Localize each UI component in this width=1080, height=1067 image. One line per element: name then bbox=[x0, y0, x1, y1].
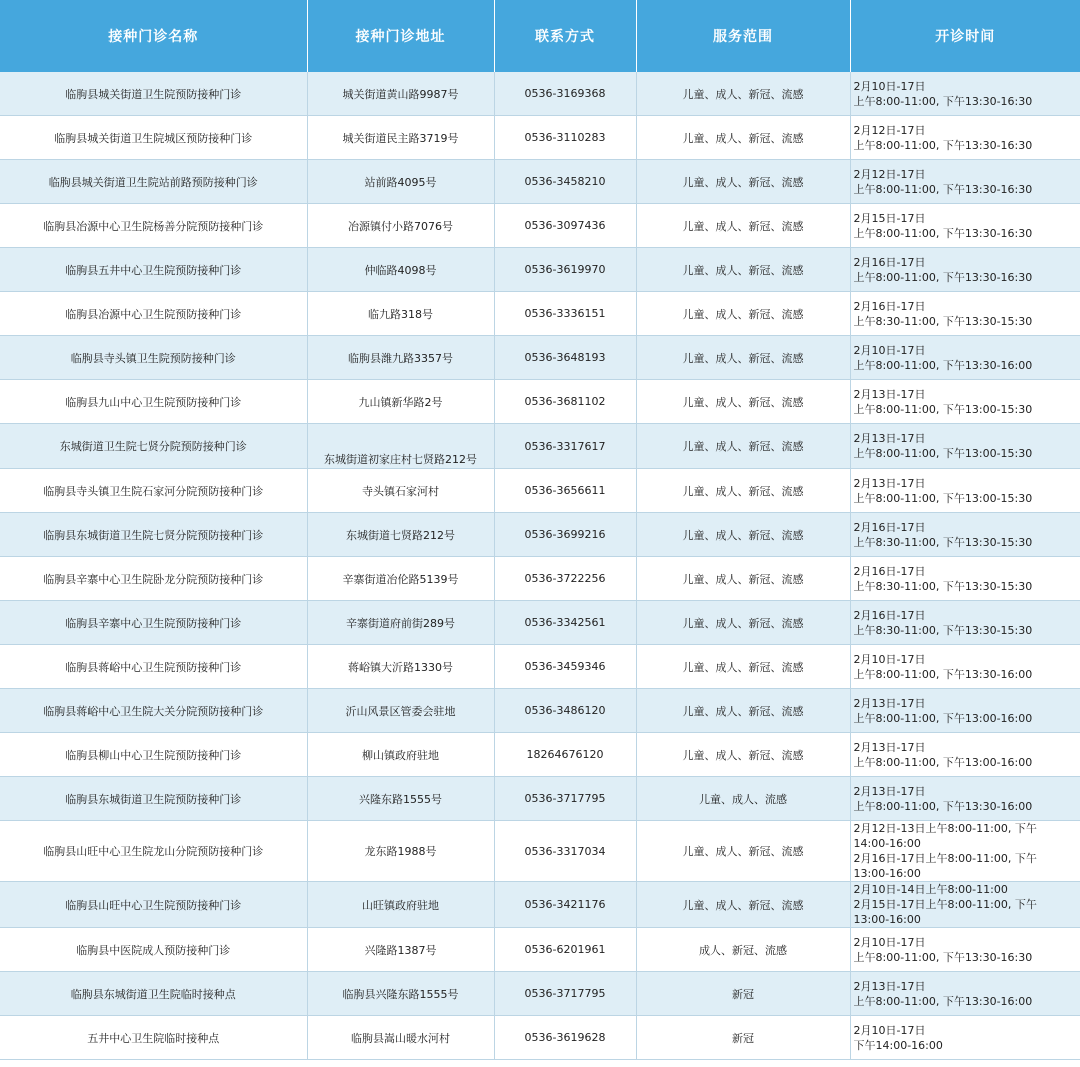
cell-name: 临朐县辛寨中心卫生院预防接种门诊 bbox=[0, 601, 307, 645]
cell-scope: 儿童、成人、新冠、流感 bbox=[636, 821, 850, 882]
cell-hours: 2月10日-17日 上午8:00-11:00, 下午13:30-16:30 bbox=[850, 928, 1080, 972]
cell-hours: 2月13日-17日 上午8:00-11:00, 下午13:30-16:00 bbox=[850, 777, 1080, 821]
cell-scope: 儿童、成人、新冠、流感 bbox=[636, 689, 850, 733]
cell-address: 蒋峪镇大沂路1330号 bbox=[307, 645, 494, 689]
cell-scope: 新冠 bbox=[636, 1016, 850, 1060]
cell-name: 临朐县山旺中心卫生院龙山分院预防接种门诊 bbox=[0, 821, 307, 882]
cell-address: 站前路4095号 bbox=[307, 160, 494, 204]
cell-phone: 0536-3656611 bbox=[494, 469, 636, 513]
table-row bbox=[0, 204, 1080, 248]
cell-name: 临朐县城关街道卫生院城区预防接种门诊 bbox=[0, 116, 307, 160]
cell-address: 辛寨街道府前街289号 bbox=[307, 601, 494, 645]
cell-name: 临朐县中医院成人预防接种门诊 bbox=[0, 928, 307, 972]
cell-hours: 2月13日-17日 上午8:00-11:00, 下午13:00-15:30 bbox=[850, 380, 1080, 424]
cell-name: 临朐县山旺中心卫生院预防接种门诊 bbox=[0, 882, 307, 928]
cell-address: 兴隆路1387号 bbox=[307, 928, 494, 972]
cell-scope: 儿童、成人、新冠、流感 bbox=[636, 160, 850, 204]
table-row bbox=[0, 733, 1080, 777]
cell-hours: 2月16日-17日 上午8:30-11:00, 下午13:30-15:30 bbox=[850, 557, 1080, 601]
cell-hours: 2月13日-17日 上午8:00-11:00, 下午13:00-16:00 bbox=[850, 733, 1080, 777]
cell-hours: 2月10日-17日 上午8:00-11:00, 下午13:30-16:00 bbox=[850, 645, 1080, 689]
cell-scope: 新冠 bbox=[636, 972, 850, 1016]
table-row bbox=[0, 821, 1080, 882]
table-body bbox=[0, 72, 1080, 1060]
table-row bbox=[0, 72, 1080, 116]
table-row bbox=[0, 1016, 1080, 1060]
cell-phone: 0536-3317034 bbox=[494, 821, 636, 882]
cell-address: 临朐县嵩山暖水河村 bbox=[307, 1016, 494, 1060]
cell-address: 东城街道初家庄村七贤路212号 bbox=[307, 424, 494, 469]
cell-phone: 0536-3342561 bbox=[494, 601, 636, 645]
cell-scope: 儿童、成人、新冠、流感 bbox=[636, 336, 850, 380]
cell-address: 临九路318号 bbox=[307, 292, 494, 336]
header-address: 接种门诊地址 bbox=[307, 0, 494, 72]
cell-scope: 儿童、成人、流感 bbox=[636, 777, 850, 821]
cell-scope: 儿童、成人、新冠、流感 bbox=[636, 292, 850, 336]
table-row bbox=[0, 928, 1080, 972]
cell-phone: 0536-3317617 bbox=[494, 424, 636, 469]
cell-scope: 儿童、成人、新冠、流感 bbox=[636, 469, 850, 513]
table-row bbox=[0, 469, 1080, 513]
table-row bbox=[0, 160, 1080, 204]
cell-scope: 儿童、成人、新冠、流感 bbox=[636, 204, 850, 248]
cell-address: 寺头镇石家河村 bbox=[307, 469, 494, 513]
cell-scope: 儿童、成人、新冠、流感 bbox=[636, 645, 850, 689]
cell-hours: 2月15日-17日 上午8:00-11:00, 下午13:30-16:30 bbox=[850, 204, 1080, 248]
cell-phone: 0536-3717795 bbox=[494, 972, 636, 1016]
cell-phone: 0536-3110283 bbox=[494, 116, 636, 160]
table-row bbox=[0, 292, 1080, 336]
cell-name: 临朐县蒋峪中心卫生院预防接种门诊 bbox=[0, 645, 307, 689]
cell-hours: 2月12日-17日 上午8:00-11:00, 下午13:30-16:30 bbox=[850, 116, 1080, 160]
table-header bbox=[0, 0, 1080, 72]
table-row bbox=[0, 557, 1080, 601]
cell-address: 仲临路4098号 bbox=[307, 248, 494, 292]
cell-name: 临朐县东城街道卫生院七贤分院预防接种门诊 bbox=[0, 513, 307, 557]
cell-scope: 儿童、成人、新冠、流感 bbox=[636, 424, 850, 469]
cell-address: 城关街道民主路3719号 bbox=[307, 116, 494, 160]
cell-hours: 2月10日-17日 上午8:00-11:00, 下午13:30-16:00 bbox=[850, 336, 1080, 380]
table-row bbox=[0, 248, 1080, 292]
cell-name: 临朐县城关街道卫生院预防接种门诊 bbox=[0, 72, 307, 116]
cell-phone: 0536-3169368 bbox=[494, 72, 636, 116]
cell-hours: 2月10日-17日 下午14:00-16:00 bbox=[850, 1016, 1080, 1060]
table-row bbox=[0, 601, 1080, 645]
cell-name: 临朐县五井中心卫生院预防接种门诊 bbox=[0, 248, 307, 292]
table-row bbox=[0, 336, 1080, 380]
cell-hours: 2月10日-17日 上午8:00-11:00, 下午13:30-16:30 bbox=[850, 72, 1080, 116]
table-row bbox=[0, 972, 1080, 1016]
table-row bbox=[0, 513, 1080, 557]
cell-hours: 2月16日-17日 上午8:00-11:00, 下午13:30-16:30 bbox=[850, 248, 1080, 292]
cell-name: 临朐县东城街道卫生院临时接种点 bbox=[0, 972, 307, 1016]
header-phone: 联系方式 bbox=[494, 0, 636, 72]
cell-address: 东城街道七贤路212号 bbox=[307, 513, 494, 557]
cell-hours: 2月16日-17日 上午8:30-11:00, 下午13:30-15:30 bbox=[850, 513, 1080, 557]
cell-address: 柳山镇政府驻地 bbox=[307, 733, 494, 777]
cell-name: 临朐县蒋峪中心卫生院大关分院预防接种门诊 bbox=[0, 689, 307, 733]
cell-address: 冶源镇付小路7076号 bbox=[307, 204, 494, 248]
table-row bbox=[0, 777, 1080, 821]
cell-hours: 2月16日-17日 上午8:30-11:00, 下午13:30-15:30 bbox=[850, 292, 1080, 336]
cell-hours: 2月12日-17日 上午8:00-11:00, 下午13:30-16:30 bbox=[850, 160, 1080, 204]
table-row bbox=[0, 882, 1080, 928]
header-row bbox=[0, 0, 1080, 72]
cell-scope: 儿童、成人、新冠、流感 bbox=[636, 882, 850, 928]
cell-address: 兴隆东路1555号 bbox=[307, 777, 494, 821]
cell-phone: 0536-3699216 bbox=[494, 513, 636, 557]
cell-scope: 成人、新冠、流感 bbox=[636, 928, 850, 972]
cell-name: 临朐县城关街道卫生院站前路预防接种门诊 bbox=[0, 160, 307, 204]
cell-hours: 2月12日-13日上午8:00-11:00, 下午 14:00-16:00 2月16日-17日上午8:00-11:00, 下午 13:00-16:00 bbox=[850, 821, 1080, 882]
cell-scope: 儿童、成人、新冠、流感 bbox=[636, 248, 850, 292]
cell-address: 临朐县潍九路3357号 bbox=[307, 336, 494, 380]
cell-hours: 2月13日-17日 上午8:00-11:00, 下午13:00-15:30 bbox=[850, 469, 1080, 513]
cell-phone: 0536-3681102 bbox=[494, 380, 636, 424]
cell-phone: 0536-3097436 bbox=[494, 204, 636, 248]
cell-hours: 2月10日-14日上午8:00-11:00 2月15日-17日上午8:00-11:00, 下午 13:00-16:00 bbox=[850, 882, 1080, 928]
cell-hours: 2月13日-17日 上午8:00-11:00, 下午13:00-16:00 bbox=[850, 689, 1080, 733]
cell-address: 山旺镇政府驻地 bbox=[307, 882, 494, 928]
cell-name: 临朐县辛寨中心卫生院卧龙分院预防接种门诊 bbox=[0, 557, 307, 601]
table-row bbox=[0, 380, 1080, 424]
cell-scope: 儿童、成人、新冠、流感 bbox=[636, 380, 850, 424]
cell-scope: 儿童、成人、新冠、流感 bbox=[636, 601, 850, 645]
header-hours: 开诊时间 bbox=[850, 0, 1080, 72]
cell-scope: 儿童、成人、新冠、流感 bbox=[636, 733, 850, 777]
cell-scope: 儿童、成人、新冠、流感 bbox=[636, 116, 850, 160]
cell-name: 临朐县九山中心卫生院预防接种门诊 bbox=[0, 380, 307, 424]
cell-name: 东城街道卫生院七贤分院预防接种门诊 bbox=[0, 424, 307, 469]
table-row bbox=[0, 424, 1080, 469]
cell-phone: 18264676120 bbox=[494, 733, 636, 777]
cell-phone: 0536-3421176 bbox=[494, 882, 636, 928]
cell-hours: 2月16日-17日 上午8:30-11:00, 下午13:30-15:30 bbox=[850, 601, 1080, 645]
cell-phone: 0536-6201961 bbox=[494, 928, 636, 972]
cell-phone: 0536-3717795 bbox=[494, 777, 636, 821]
cell-address: 辛寨街道冶伦路5139号 bbox=[307, 557, 494, 601]
cell-phone: 0536-3722256 bbox=[494, 557, 636, 601]
cell-phone: 0536-3619970 bbox=[494, 248, 636, 292]
cell-hours: 2月13日-17日 上午8:00-11:00, 下午13:00-15:30 bbox=[850, 424, 1080, 469]
cell-hours: 2月13日-17日 上午8:00-11:00, 下午13:30-16:00 bbox=[850, 972, 1080, 1016]
cell-address: 龙东路1988号 bbox=[307, 821, 494, 882]
cell-address: 沂山风景区管委会驻地 bbox=[307, 689, 494, 733]
table-row bbox=[0, 645, 1080, 689]
table-row bbox=[0, 689, 1080, 733]
cell-name: 五井中心卫生院临时接种点 bbox=[0, 1016, 307, 1060]
cell-address: 临朐县兴隆东路1555号 bbox=[307, 972, 494, 1016]
cell-phone: 0536-3619628 bbox=[494, 1016, 636, 1060]
cell-name: 临朐县冶源中心卫生院预防接种门诊 bbox=[0, 292, 307, 336]
cell-phone: 0536-3648193 bbox=[494, 336, 636, 380]
cell-name: 临朐县柳山中心卫生院预防接种门诊 bbox=[0, 733, 307, 777]
table-row bbox=[0, 116, 1080, 160]
cell-address: 九山镇新华路2号 bbox=[307, 380, 494, 424]
cell-phone: 0536-3458210 bbox=[494, 160, 636, 204]
cell-address: 城关街道黄山路9987号 bbox=[307, 72, 494, 116]
cell-name: 临朐县东城街道卫生院预防接种门诊 bbox=[0, 777, 307, 821]
cell-scope: 儿童、成人、新冠、流感 bbox=[636, 513, 850, 557]
header-name: 接种门诊名称 bbox=[0, 0, 307, 72]
cell-scope: 儿童、成人、新冠、流感 bbox=[636, 557, 850, 601]
cell-name: 临朐县寺头镇卫生院预防接种门诊 bbox=[0, 336, 307, 380]
cell-name: 临朐县冶源中心卫生院杨善分院预防接种门诊 bbox=[0, 204, 307, 248]
cell-phone: 0536-3336151 bbox=[494, 292, 636, 336]
cell-phone: 0536-3459346 bbox=[494, 645, 636, 689]
cell-scope: 儿童、成人、新冠、流感 bbox=[636, 72, 850, 116]
header-scope: 服务范围 bbox=[636, 0, 850, 72]
cell-name: 临朐县寺头镇卫生院石家河分院预防接种门诊 bbox=[0, 469, 307, 513]
cell-phone: 0536-3486120 bbox=[494, 689, 636, 733]
